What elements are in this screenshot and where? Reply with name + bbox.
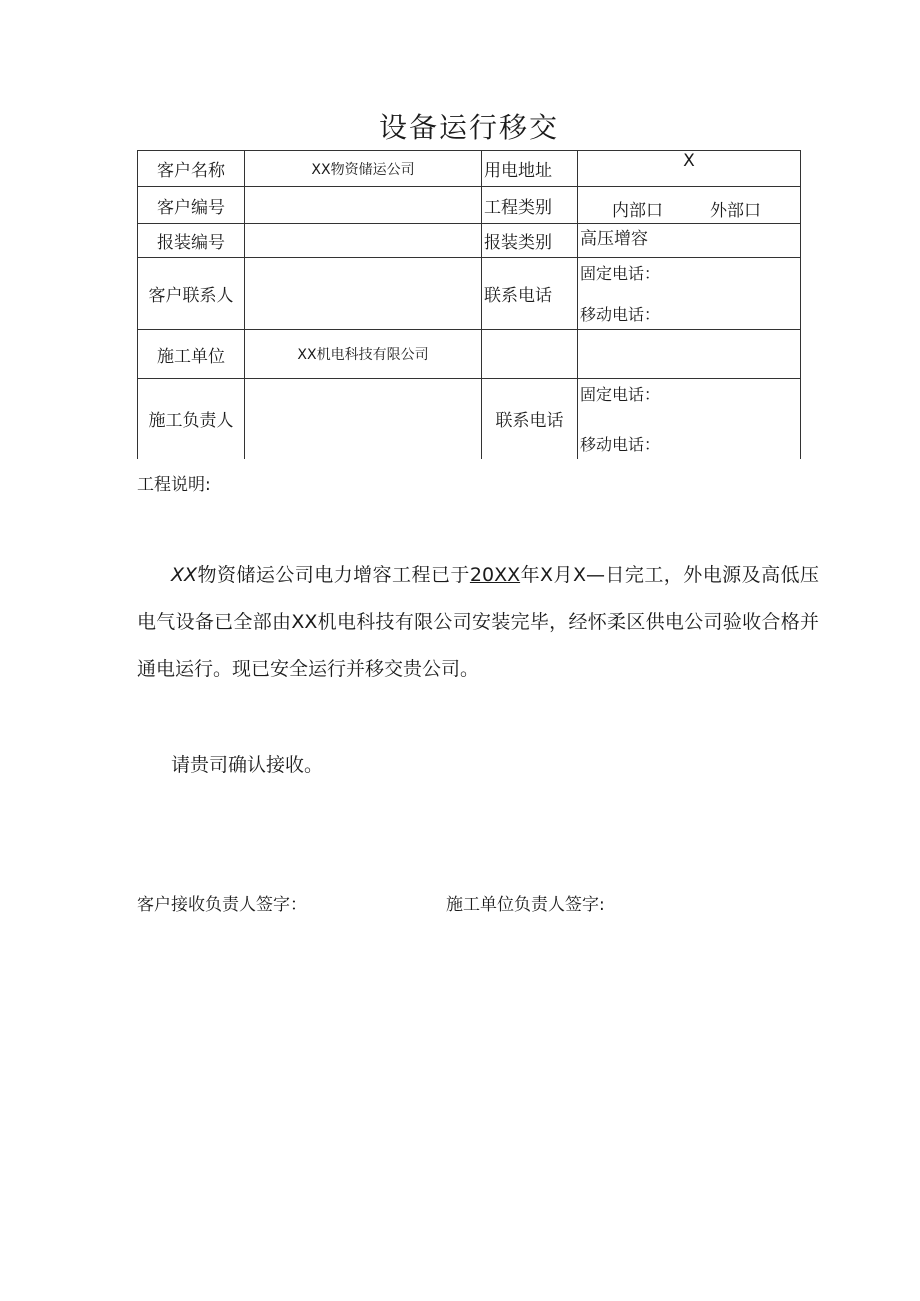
contractor-lead-value bbox=[245, 379, 482, 459]
customer-contact-label: 客户联系人 bbox=[138, 258, 245, 330]
table-row bbox=[138, 187, 801, 224]
contractor-lead-label: 施工负责人 bbox=[138, 379, 245, 459]
project-type-label: 工程类别 bbox=[482, 187, 578, 224]
para-text-1: 物资储运公司电力增容工程已于 bbox=[197, 564, 470, 586]
project-type-internal-option: 内部口 bbox=[612, 201, 663, 221]
contractor-extra-label bbox=[482, 330, 578, 379]
contractor-label: 施工单位 bbox=[138, 330, 245, 379]
application-number-label: 报装编号 bbox=[138, 224, 245, 258]
contractor-fixed-phone: 固定电话： bbox=[580, 385, 661, 404]
power-address-label: 用电地址 bbox=[482, 151, 578, 187]
para-year: 20XX bbox=[469, 564, 521, 586]
customer-phone-values bbox=[578, 258, 801, 330]
table-row bbox=[138, 224, 801, 258]
application-type-value: 高压增容 bbox=[578, 224, 801, 258]
customer-number-value bbox=[245, 187, 482, 224]
contractor-mobile-phone: 移动电话： bbox=[580, 434, 661, 454]
table-row bbox=[138, 151, 801, 187]
project-description-label: 工程说明: bbox=[137, 475, 211, 495]
contractor-phone-label: 联系电话 bbox=[482, 379, 578, 459]
table-row bbox=[138, 258, 801, 330]
customer-contact-value bbox=[245, 258, 482, 330]
customer-signature-label: 客户接收负责人签字： bbox=[137, 895, 307, 915]
project-type-options bbox=[578, 187, 801, 224]
customer-mobile-phone: 移动电话： bbox=[580, 305, 661, 324]
contractor-extra-value bbox=[578, 330, 801, 379]
customer-name-label: 客户名称 bbox=[138, 151, 245, 187]
customer-fixed-phone: 固定电话： bbox=[580, 264, 661, 283]
contractor-phone-values bbox=[578, 379, 801, 459]
application-number-value bbox=[245, 224, 482, 258]
table-row bbox=[138, 379, 801, 459]
customer-number-label: 客户编号 bbox=[138, 187, 245, 224]
contractor-signature-label: 施工单位负责人签字: bbox=[446, 895, 605, 915]
application-type-label: 报装类别 bbox=[482, 224, 578, 258]
power-address-value: X bbox=[578, 151, 801, 187]
para-company-prefix: XX bbox=[171, 564, 198, 586]
project-description-paragraph bbox=[137, 552, 819, 693]
contractor-value: XX机电科技有限公司 bbox=[245, 330, 482, 379]
handover-form-table bbox=[137, 150, 801, 459]
customer-phone-label: 联系电话 bbox=[482, 258, 578, 330]
project-type-external-option: 外部口 bbox=[710, 201, 761, 221]
customer-name-value: XX物资储运公司 bbox=[245, 151, 482, 187]
para-text-2: 年X月X—日完工，外电源及高低压电气设备已全部由XX机电科技有限公司安装完毕，经怀柔区供电公司验收合格并通电运行。现已安全运行并移交贵公司。 bbox=[137, 564, 819, 680]
table-row bbox=[138, 330, 801, 379]
document-title: 设备运行移交 bbox=[378, 111, 559, 144]
confirm-request: 请贵司确认接收。 bbox=[171, 754, 324, 776]
